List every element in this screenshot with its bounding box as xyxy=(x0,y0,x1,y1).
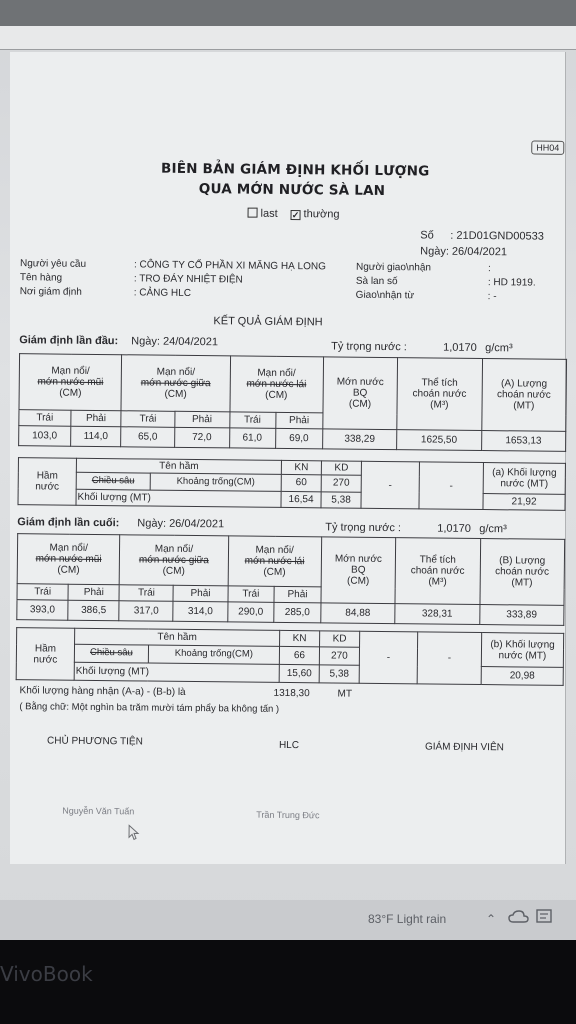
result-value: 1318,30 xyxy=(273,687,310,700)
notification-icon[interactable] xyxy=(536,909,554,925)
requester-value: : CÔNG TY CỔ PHẦN XI MĂNG HẠ LONG xyxy=(133,259,326,273)
checkbox-empty-icon xyxy=(248,208,258,218)
report-date: Ngày: 26/04/2021 xyxy=(420,245,508,259)
option-last: last xyxy=(247,208,277,220)
last-density-unit: g/cm³ xyxy=(479,523,507,536)
doc-title-line1: BIÊN BẢN GIÁM ĐỊNH KHỐI LƯỢNG xyxy=(160,160,430,180)
last-density-label: Tỷ trọng nước : xyxy=(325,521,402,535)
first-density-label: Tỷ trọng nước : xyxy=(331,340,407,354)
hlc-heading: HLC xyxy=(278,739,300,752)
vivobook-logo: VivoBook xyxy=(0,962,93,986)
table-row: 103,0 114,0 65,0 72,0 61,0 69,0 338,29 1625,50 1653,13 xyxy=(19,426,566,452)
window-top-bar xyxy=(0,0,576,26)
result-heading: KẾT QUẢ GIÁM ĐỊNH xyxy=(213,315,323,329)
document-page xyxy=(10,52,566,864)
form-code: HH04 xyxy=(531,141,564,155)
so-label: Số xyxy=(420,229,434,242)
goods-label: Tên hàng xyxy=(19,272,63,284)
first-survey-label: Giám định lần đầu: xyxy=(19,334,119,348)
requester-label: Người yêu cầu xyxy=(19,258,87,270)
first-ballast-table: Hầm nước Tên hầm KN KD - - (a) Khối lượng nước (MT) Chiều sâu Khoảng trống(CM) 60 270 Khối lượng (MT) 16,54 5,38 21,92 xyxy=(17,457,565,511)
surveyor-heading: GIÁM ĐỊNH VIÊN xyxy=(424,741,504,754)
first-draft-table: Mạn nổi/ mớn nước mũi (CM) Mạn nổi/ mớn nước giữa (CM) Mạn nổi/ mớn nước lái (CM) Mớn nước BQ (CM) Thể tích choán nước (M³) (A) Lượng choán nước (MT) Trái Phải Trái Phải Trái Phải 103,0 114,0 65,0 72,0 61,0 69,0 338,29 1625,50 1653,13 xyxy=(18,353,567,452)
last-ballast-table: Hầm nước Tên hầm KN KD - - (b) Khối lượng nước (MT) Chiều sâu Khoảng trống(CM) 66 270 Khối lượng (MT) 15,60 5,38 20,98 xyxy=(16,627,565,686)
amount-in-words: ( Bằng chữ: Một nghìn ba trăm mười tám phẩy ba không tấn ) xyxy=(19,701,280,715)
survey-report xyxy=(6,49,570,867)
vessel-owner-heading: CHỦ PHƯƠNG TIỆN xyxy=(46,735,143,748)
last-draft-table: Mạn nổi/ mớn nước mũi (CM) Mạn nổi/ mớn nước giữa (CM) Mạn nổi/ mớn nước lái (CM) Mớn nước BQ (CM) Thể tích choán nước (M³) (B) Lượng choán nước (MT) Trái Phải Trái Phải Trái Phải 393,0 386,5 317,0 314,0 290,0 285,0 84,88 328,31 333,89 xyxy=(16,533,565,626)
result-unit: MT xyxy=(337,688,353,700)
weather-widget[interactable]: 83°F Light rain xyxy=(368,912,447,926)
signature-name-1: Nguyễn Văn Tuấn xyxy=(62,805,135,817)
goods-value: : TRO ĐÁY NHIỆT ĐIỆN xyxy=(133,273,243,286)
from-value: : - xyxy=(487,291,497,303)
from-label: Giao\nhận từ xyxy=(355,289,415,302)
last-survey-date: Ngày: 26/04/2021 xyxy=(137,517,225,531)
checkbox-checked-icon: ✓ xyxy=(291,210,300,221)
place-label: Nơi giám định xyxy=(19,286,82,298)
first-survey-date: Ngày: 24/04/2021 xyxy=(131,335,219,349)
mouse-cursor-icon xyxy=(128,824,140,840)
deliverer-label: Người giao\nhận xyxy=(355,261,432,274)
cloud-icon[interactable] xyxy=(508,910,530,924)
chevron-up-icon[interactable]: ⌃ xyxy=(486,912,497,926)
result-label: Khối lượng hàng nhận (A-a) - (B-b) là xyxy=(19,685,186,698)
option-thuong: ✓ thường xyxy=(291,208,340,221)
signature-name-2: Trần Trung Đức xyxy=(256,809,320,821)
barge-label: Sà lan số xyxy=(355,275,398,288)
viewer-toolbar xyxy=(0,26,576,50)
barge-value: : HD 1919. xyxy=(487,277,536,289)
deliverer-value: : xyxy=(487,263,491,275)
last-density-value: 1,0170 xyxy=(437,522,471,535)
doc-title-line2: QUA MỚN NƯỚC SÀ LAN xyxy=(198,181,386,200)
first-density-value: 1,0170 xyxy=(443,341,477,354)
table-row: 393,0 386,5 317,0 314,0 290,0 285,0 84,88 328,31 333,89 xyxy=(17,600,564,626)
place-value: : CẢNG HLC xyxy=(133,287,192,299)
so-value: : 21D01GND00533 xyxy=(450,229,544,243)
last-survey-label: Giám định lần cuối: xyxy=(17,516,120,530)
first-density-unit: g/cm³ xyxy=(485,342,513,355)
